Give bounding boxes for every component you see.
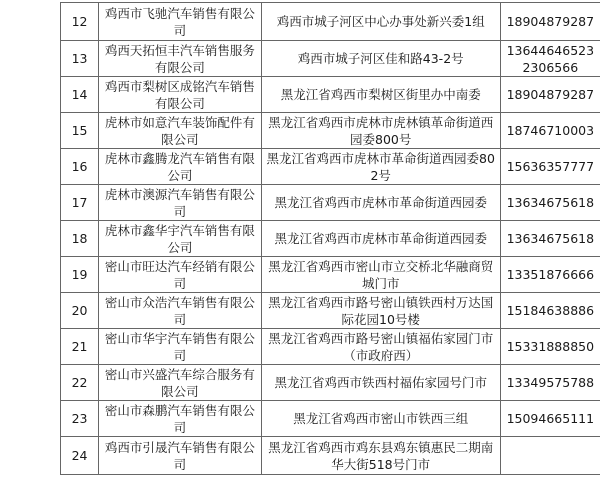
dealer-table <box>60 2 600 475</box>
row-number-cell: 24 <box>61 437 99 475</box>
phone-cell: 13351876666 <box>500 257 600 293</box>
row-number-cell: 13 <box>61 41 99 77</box>
phone-cell: 13634675618 <box>500 185 600 221</box>
table-row <box>61 329 600 365</box>
table-row <box>61 293 600 329</box>
address-cell: 黑龙江省鸡西市密山市铁西三组 <box>261 401 500 437</box>
table-row <box>61 149 600 185</box>
address-cell: 鸡西市城子河区佳和路43-2号 <box>261 41 500 77</box>
row-number-cell: 20 <box>61 293 99 329</box>
table-row <box>61 437 600 475</box>
company-name-cell: 鸡西市梨树区成铭汽车销售有限公司 <box>99 77 262 113</box>
phone-cell: 15094665111 <box>500 401 600 437</box>
address-cell: 黑龙江省鸡西市虎林市革命街道西园委 <box>261 185 500 221</box>
company-name-cell: 鸡西天拓恒丰汽车销售服务有限公司 <box>99 41 262 77</box>
company-name-cell: 鸡西市飞驰汽车销售有限公司 <box>99 3 262 41</box>
address-cell: 黑龙江省鸡西市铁西村福佑家园号门市 <box>261 365 500 401</box>
row-number-cell: 19 <box>61 257 99 293</box>
table-row <box>61 41 600 77</box>
company-name-cell: 虎林市澳源汽车销售有限公司 <box>99 185 262 221</box>
row-number-cell: 12 <box>61 3 99 41</box>
row-number-cell: 14 <box>61 77 99 113</box>
address-cell: 黑龙江省鸡西市密山市立交桥北华融商贸城门市 <box>261 257 500 293</box>
row-number-cell: 17 <box>61 185 99 221</box>
company-name-cell: 虎林市鑫华宇汽车销售有限公司 <box>99 221 262 257</box>
phone-cell: 18904879287 <box>500 3 600 41</box>
phone-cell: 18904879287 <box>500 77 600 113</box>
address-cell: 鸡西市城子河区中心办事处新兴委1组 <box>261 3 500 41</box>
phone-cell <box>500 437 600 475</box>
phone-cell: 13644646523 2306566 <box>500 41 600 77</box>
company-name-cell: 密山市森鹏汽车销售有限公司 <box>99 401 262 437</box>
row-number-cell: 22 <box>61 365 99 401</box>
address-cell: 黑龙江省鸡西市虎林市革命街道西园委802号 <box>261 149 500 185</box>
row-number-cell: 15 <box>61 113 99 149</box>
table-row <box>61 77 600 113</box>
phone-cell: 15636357777 <box>500 149 600 185</box>
address-cell: 黑龙江省鸡西市路号密山镇铁西村万达国际花园10号楼 <box>261 293 500 329</box>
row-number-cell: 23 <box>61 401 99 437</box>
company-name-cell: 密山市众浩汽车销售有限公司 <box>99 293 262 329</box>
table-row <box>61 113 600 149</box>
address-cell: 黑龙江省鸡西市虎林市虎林镇革命街道西园委800号 <box>261 113 500 149</box>
phone-cell: 18746710003 <box>500 113 600 149</box>
address-cell: 黑龙江省鸡西市虎林市革命街道西园委 <box>261 221 500 257</box>
table-row <box>61 401 600 437</box>
table-row <box>61 365 600 401</box>
address-cell: 黑龙江省鸡西市梨树区街里办中南委 <box>261 77 500 113</box>
row-number-cell: 18 <box>61 221 99 257</box>
company-name-cell: 虎林市如意汽车装饰配件有限公司 <box>99 113 262 149</box>
table-row <box>61 3 600 41</box>
company-name-cell: 密山市华宇汽车销售有限公司 <box>99 329 262 365</box>
row-number-cell: 21 <box>61 329 99 365</box>
phone-cell: 13634675618 <box>500 221 600 257</box>
company-name-cell: 虎林市鑫腾龙汽车销售有限公司 <box>99 149 262 185</box>
dealer-table-body <box>61 3 600 475</box>
company-name-cell: 密山市兴盛汽车综合服务有限公司 <box>99 365 262 401</box>
address-cell: 黑龙江省鸡西市路号密山镇福佑家园门市（市政府西） <box>261 329 500 365</box>
phone-cell: 15331888850 <box>500 329 600 365</box>
table-row <box>61 221 600 257</box>
table-row <box>61 257 600 293</box>
phone-cell: 15184638886 <box>500 293 600 329</box>
company-name-cell: 鸡西市引晟汽车销售有限公司 <box>99 437 262 475</box>
address-cell: 黑龙江省鸡西市鸡东县鸡东镇惠民二期南华大街518号门市 <box>261 437 500 475</box>
row-number-cell: 16 <box>61 149 99 185</box>
phone-cell: 13349575788 <box>500 365 600 401</box>
table-row <box>61 185 600 221</box>
company-name-cell: 密山市旺达汽车经销有限公司 <box>99 257 262 293</box>
